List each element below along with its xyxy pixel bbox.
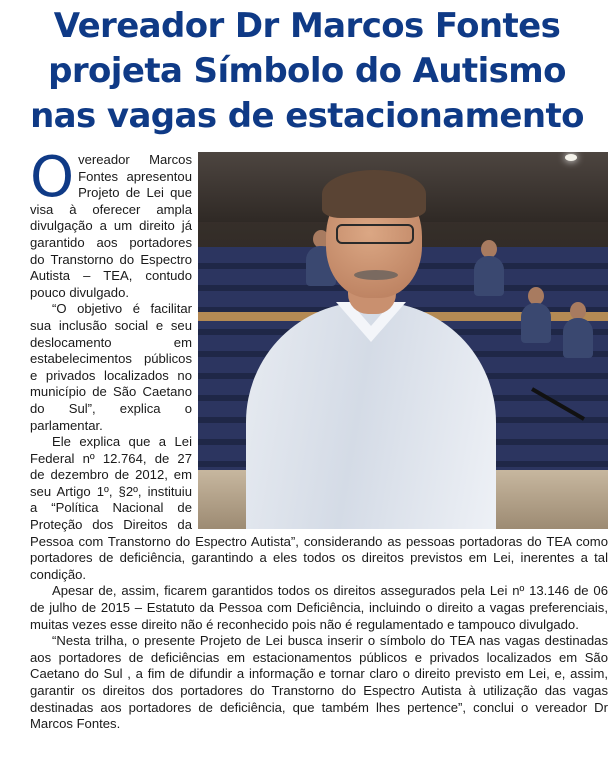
paragraph-5: “Nesta trilha, o presente Projeto de Lei busca inserir o símbolo do TEA nas vagas destinadas aos portadores de deficiências em estacionamentos públicos e privados localizados em São Caetano do Sul , a fim de difundir a informação e tornar claro o direito previsto em Lei, e, assim, garantir os direitos dos portadores do Transtorno do Espectro Autista à utilização das vagas destinadas aos portadores de deficiência, que também lhes pertence”, conclui o vereador Dr Marcos Fontes. [30, 633, 608, 732]
audience-body [521, 303, 551, 343]
ceiling-light [565, 154, 577, 161]
drop-cap: O [30, 145, 75, 210]
photo-person-hair [322, 170, 426, 218]
paragraph-2: “O objetivo é facilitar sua inclusão social e seu deslocamento em estabelecimentos públicos e privados localizados no município de São Caetano do Sul”, explica o parlamentar. [30, 301, 192, 433]
photo-person-glasses [336, 224, 414, 244]
councilman-photo [198, 152, 608, 529]
audience-body [474, 256, 504, 296]
paragraph-3: Ele explica que a Lei Federal nº 12.764, de 27 de dezembro de 2012, em seu Artigo 1º, §2º, instituiu a “Política Nacional de Proteção dos Direitos da Pessoa com Transtorno do Espectro Autista”, considerando as pessoas portadoras do TEA como portadores de deficiência, garantindo a eles todos os direitos previstos em Lei, inerentes a tal condição. [30, 434, 608, 582]
headline-line-1: Vereador Dr Marcos Fontes [53, 6, 561, 46]
photo-person-mustache [354, 270, 398, 280]
headline-line-2: projeta Símbolo do Autismo [48, 51, 566, 91]
headline-line-3: nas vagas de estacionamento [30, 96, 584, 136]
paragraph-4: Apesar de, assim, ficarem garantidos todos os direitos assegurados pela Lei nº 13.146 de 06 de julho de 2015 – Estatuto da Pessoa com Deficiência, incluindo o direito a vagas preferenciais, muitas vezes esse direito não é reconhecido pois não é regulamentado e tampouco divulgado. [30, 583, 608, 632]
paragraph-1-text: vereador Marcos Fontes apresentou Projeto de Lei que visa à oferecer ampla divulgação a um direito já garantido aos portadores do Transtorno do Espectro Autista – TEA, contudo pouco divulgado. [30, 152, 192, 300]
headline [8, 4, 606, 139]
audience-body [563, 318, 593, 358]
article-body [30, 145, 608, 733]
